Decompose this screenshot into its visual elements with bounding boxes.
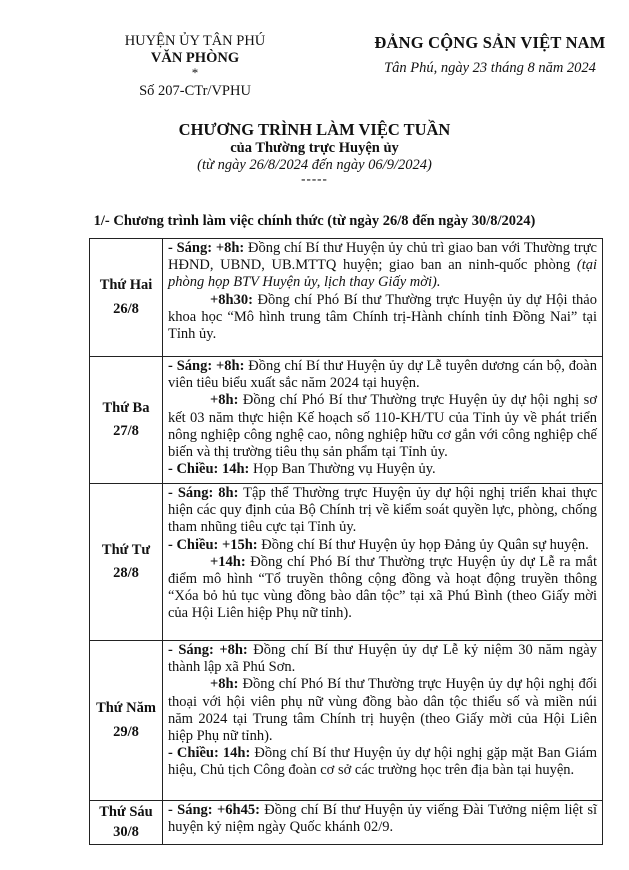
time-label: - Sáng: +8h: <box>168 358 245 374</box>
org-name: HUYỆN ỦY TÂN PHÚ <box>124 33 266 49</box>
day-cell <box>90 801 163 845</box>
time-label: - Chiều: +15h: <box>168 536 258 553</box>
party-name: ĐẢNG CỘNG SẢN VIỆT NAM <box>374 33 606 52</box>
table-row <box>90 641 603 801</box>
activity-cell <box>163 801 603 845</box>
document-number: Số 207-CTr/VPHU <box>139 83 251 99</box>
title-block <box>0 120 629 184</box>
title-dashes: ----- <box>301 171 328 186</box>
time-label: +14h: <box>210 553 246 570</box>
time-label: - Sáng: +8h: <box>168 240 245 256</box>
activity-text: Đồng chí Phó Bí thư Thường trực Huyện ủy dự Hội thảo khoa học “Mô hình trung tâm Chính trị-Hành chính tỉnh Đồng Nai” tại Tỉnh ủy. <box>168 291 597 343</box>
activity-cell <box>163 641 603 801</box>
day-date: 28/8 <box>113 565 139 581</box>
activity-cell <box>163 239 603 357</box>
section-title: 1/- Chương trình làm việc chính thức (từ ngày 26/8 đến ngày 30/8/2024) <box>93 213 536 229</box>
header-right <box>355 33 625 78</box>
day-name: Thứ Hai <box>99 277 153 294</box>
schedule-table <box>89 238 603 845</box>
activity-text: Đồng chí Phó Bí thư Thường trực Huyện ủy dự Lễ ra mắt điểm mô hình “Tổ truyền thông cộng đồng và hoạt động truyền thông “Xóa bỏ hủ tục vùng đồng bào dân tộc” tại xã Phú Bình (theo Giấy mời của Hội Liên hiệp Phụ nữ tỉnh). <box>168 553 597 622</box>
date-range: (từ ngày 26/8/2024 đến ngày 06/9/2024) <box>197 157 432 173</box>
day-cell <box>90 239 163 357</box>
activity-text: Đồng chí Bí thư Huyện ủy họp Đảng ủy Quân sự huyện. <box>257 536 589 553</box>
time-label: - Chiều: 14h: <box>168 461 250 478</box>
day-date: 29/8 <box>113 723 139 740</box>
day-name: Thứ Năm <box>96 700 156 717</box>
time-label: +8h30: <box>210 291 253 308</box>
activity-text: Đồng chí Phó Bí thư Thường trực Huyện ủy dự hội nghị sơ kết 03 năm thực hiện Kế hoạch số 110-KH/TU của Tỉnh ủy về phát triển nông nghiệp công nghệ cao, nông nghiệp hữu cơ gắn với công nghiệp chế biến và thị trường tiêu thụ sản phẩm tại Tỉnh ủy. <box>168 392 597 461</box>
day-name: Thứ Sáu <box>99 804 153 821</box>
activity-text: Đồng chí Bí thư Huyện ủy dự Lễ kỷ niệm 30 năm ngày thành lập xã Phú Sơn. <box>168 642 597 676</box>
day-cell <box>90 641 163 801</box>
activity-text: Đồng chí Bí thư Huyện ủy chủ trì giao ban với Thường trực HĐND, UBND, UB.MTTQ huyện; giao ban an ninh-quốc phòng <box>168 240 597 274</box>
activity-cell <box>163 357 603 484</box>
activity-text: Đồng chí Bí thư Huyện ủy viếng Đài Tưởng niệm liệt sĩ huyện kỷ niệm ngày Quốc khánh 02/9. <box>168 802 597 836</box>
document-title: CHƯƠNG TRÌNH LÀM VIỆC TUẦN <box>178 120 451 139</box>
star-separator: * <box>191 65 199 80</box>
office-name: VĂN PHÒNG <box>150 50 240 66</box>
day-name: Thứ Tư <box>101 541 151 558</box>
table-row <box>90 484 603 641</box>
activity-text: Họp Ban Thường vụ Huyện ủy. <box>249 461 436 478</box>
table-row <box>90 801 603 845</box>
day-date: 27/8 <box>113 423 139 439</box>
day-date: 26/8 <box>113 300 139 317</box>
activity-text: Đồng chí Bí thư Huyện ủy dự hội nghị gặp mặt Ban Giám hiệu, Chủ tịch Công đoàn cơ sở các trường học trên địa bàn tại huyện. <box>168 745 597 779</box>
table-row <box>90 239 603 357</box>
activity-note: (tại phòng họp BTV Huyện ủy, lịch thay Giấy mời). <box>168 257 597 291</box>
time-label: - Sáng: +6h45: <box>168 802 260 818</box>
table-row <box>90 357 603 484</box>
time-label: +8h: <box>210 392 239 409</box>
header-left <box>80 33 310 100</box>
document-subtitle: của Thường trực Huyện ủy <box>230 140 399 156</box>
day-date: 30/8 <box>113 823 139 840</box>
place-date: Tân Phú, ngày 23 tháng 8 năm 2024 <box>384 60 596 76</box>
time-label: - Sáng: +8h: <box>168 642 248 658</box>
activity-cell <box>163 484 603 641</box>
time-label: - Chiều: 14h: <box>168 745 251 762</box>
time-label: - Sáng: 8h: <box>168 485 239 501</box>
time-label: +8h: <box>210 676 239 693</box>
day-cell <box>90 357 163 484</box>
activity-text: Tập thể Thường trực Huyện ủy dự hội nghị triển khai thực hiện các quy định của Bộ Chính trị về kiểm soát quyền lực, phòng, chống tham nhũng tiêu cực tại Tỉnh ủy. <box>168 485 598 536</box>
day-cell <box>90 484 163 641</box>
activity-text: Đồng chí Phó Bí thư Thường trực Huyện ủy dự hội nghị đối thoại với hội viên phụ nữ vùng đồng bào dân tộc thiểu số và miền núi năm 2024 tại Trung tâm Chính trị huyện (theo Giấy mời của Hội Liên hiệp Phụ nữ tỉnh). <box>168 676 597 745</box>
activity-text: Đồng chí Bí thư Huyện ủy dự Lễ tuyên dương cán bộ, đoàn viên tiêu biểu xuất sắc năm 2024 tại huyện. <box>168 358 597 392</box>
day-name: Thứ Ba <box>102 399 150 416</box>
